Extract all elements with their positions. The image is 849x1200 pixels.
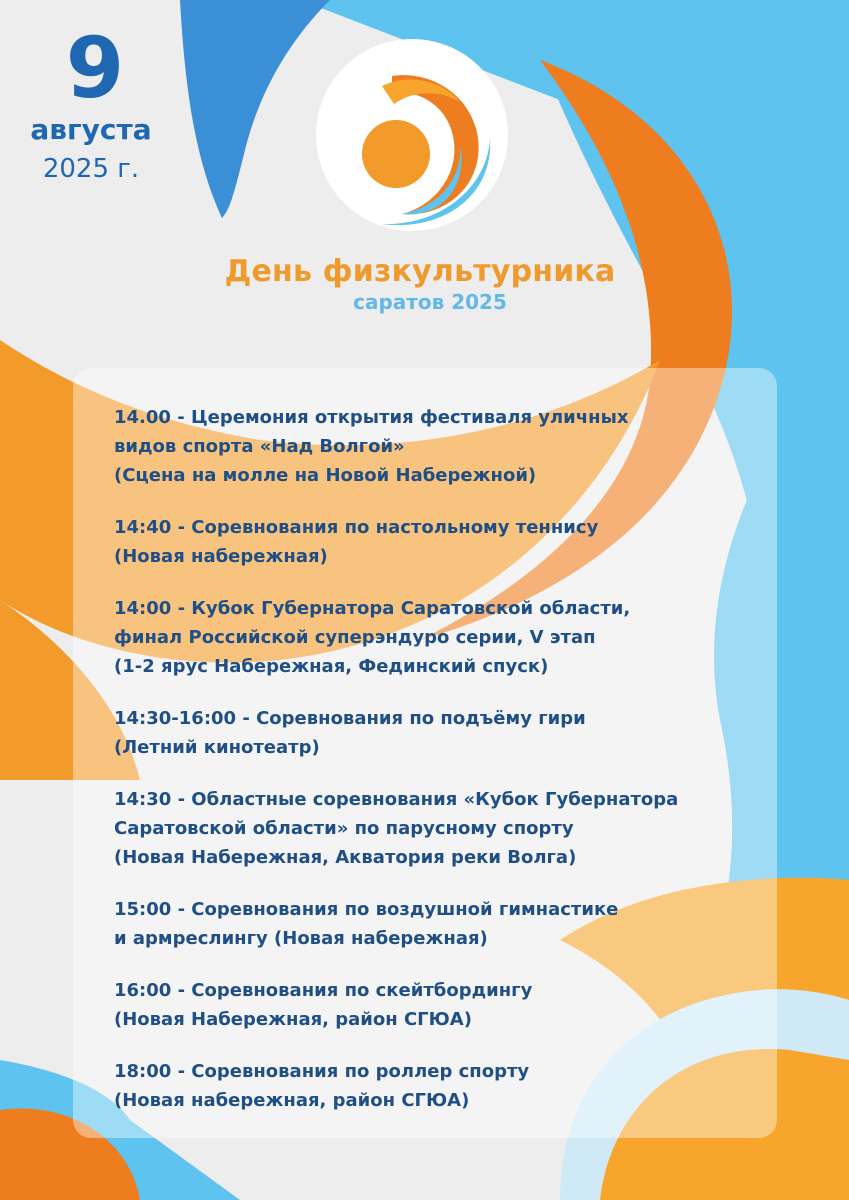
festival-logo bbox=[322, 46, 502, 226]
schedule-line: 18:00 - Соревнования по роллер спорту bbox=[114, 1061, 530, 1082]
date-month: августа bbox=[30, 113, 152, 146]
schedule-line: (Новая набережная) bbox=[114, 546, 328, 567]
schedule-item bbox=[114, 594, 764, 681]
schedule-item bbox=[114, 976, 764, 1034]
schedule-line: (Новая набережная, район СГЮА) bbox=[114, 1090, 470, 1111]
schedule-item bbox=[114, 704, 764, 762]
schedule-line: 14.00 - Церемония открытия фестиваля уличных bbox=[114, 407, 629, 428]
schedule-item bbox=[114, 513, 764, 571]
schedule-line: 14:30-16:00 - Соревнования по подъёму гири bbox=[114, 708, 586, 729]
schedule-item bbox=[114, 403, 764, 490]
schedule-line: (Новая Набережная, Акватория реки Волга) bbox=[114, 847, 577, 868]
date-day: 9 bbox=[65, 19, 125, 117]
schedule-line: Саратовской области» по парусному спорту bbox=[114, 818, 574, 839]
schedule-item bbox=[114, 785, 764, 872]
event-title: День физкультурника bbox=[224, 254, 616, 289]
schedule-list bbox=[114, 403, 764, 1138]
schedule-line: 14:00 - Кубок Губернатора Саратовской области, bbox=[114, 598, 631, 619]
event-date bbox=[0, 0, 190, 200]
schedule-line: 15:00 - Соревнования по воздушной гимнастике bbox=[114, 899, 619, 920]
schedule-line: (Новая Набережная, район СГЮА) bbox=[114, 1009, 472, 1030]
schedule-line: 14:40 - Соревнования по настольному теннису bbox=[114, 517, 599, 538]
event-subtitle: саратов 2025 bbox=[353, 290, 507, 314]
schedule-line: (Сцена на молле на Новой Набережной) bbox=[114, 465, 537, 486]
schedule-line: 16:00 - Соревнования по скейтбордингу bbox=[114, 980, 533, 1001]
schedule-item bbox=[114, 1057, 764, 1115]
date-year: 2025 г. bbox=[42, 154, 140, 184]
schedule-line: финал Российской суперэндуро серии, V этап bbox=[114, 627, 596, 648]
schedule-item bbox=[114, 895, 764, 953]
schedule-line: видов спорта «Над Волгой» bbox=[114, 436, 405, 457]
schedule-line: (Летний кинотеатр) bbox=[114, 737, 320, 758]
schedule-line: и армреслингу (Новая набережная) bbox=[114, 928, 488, 949]
schedule-line: 14:30 - Областные соревнования «Кубок Губернатора bbox=[114, 789, 679, 810]
schedule-line: (1-2 ярус Набережная, Фединский спуск) bbox=[114, 656, 549, 677]
